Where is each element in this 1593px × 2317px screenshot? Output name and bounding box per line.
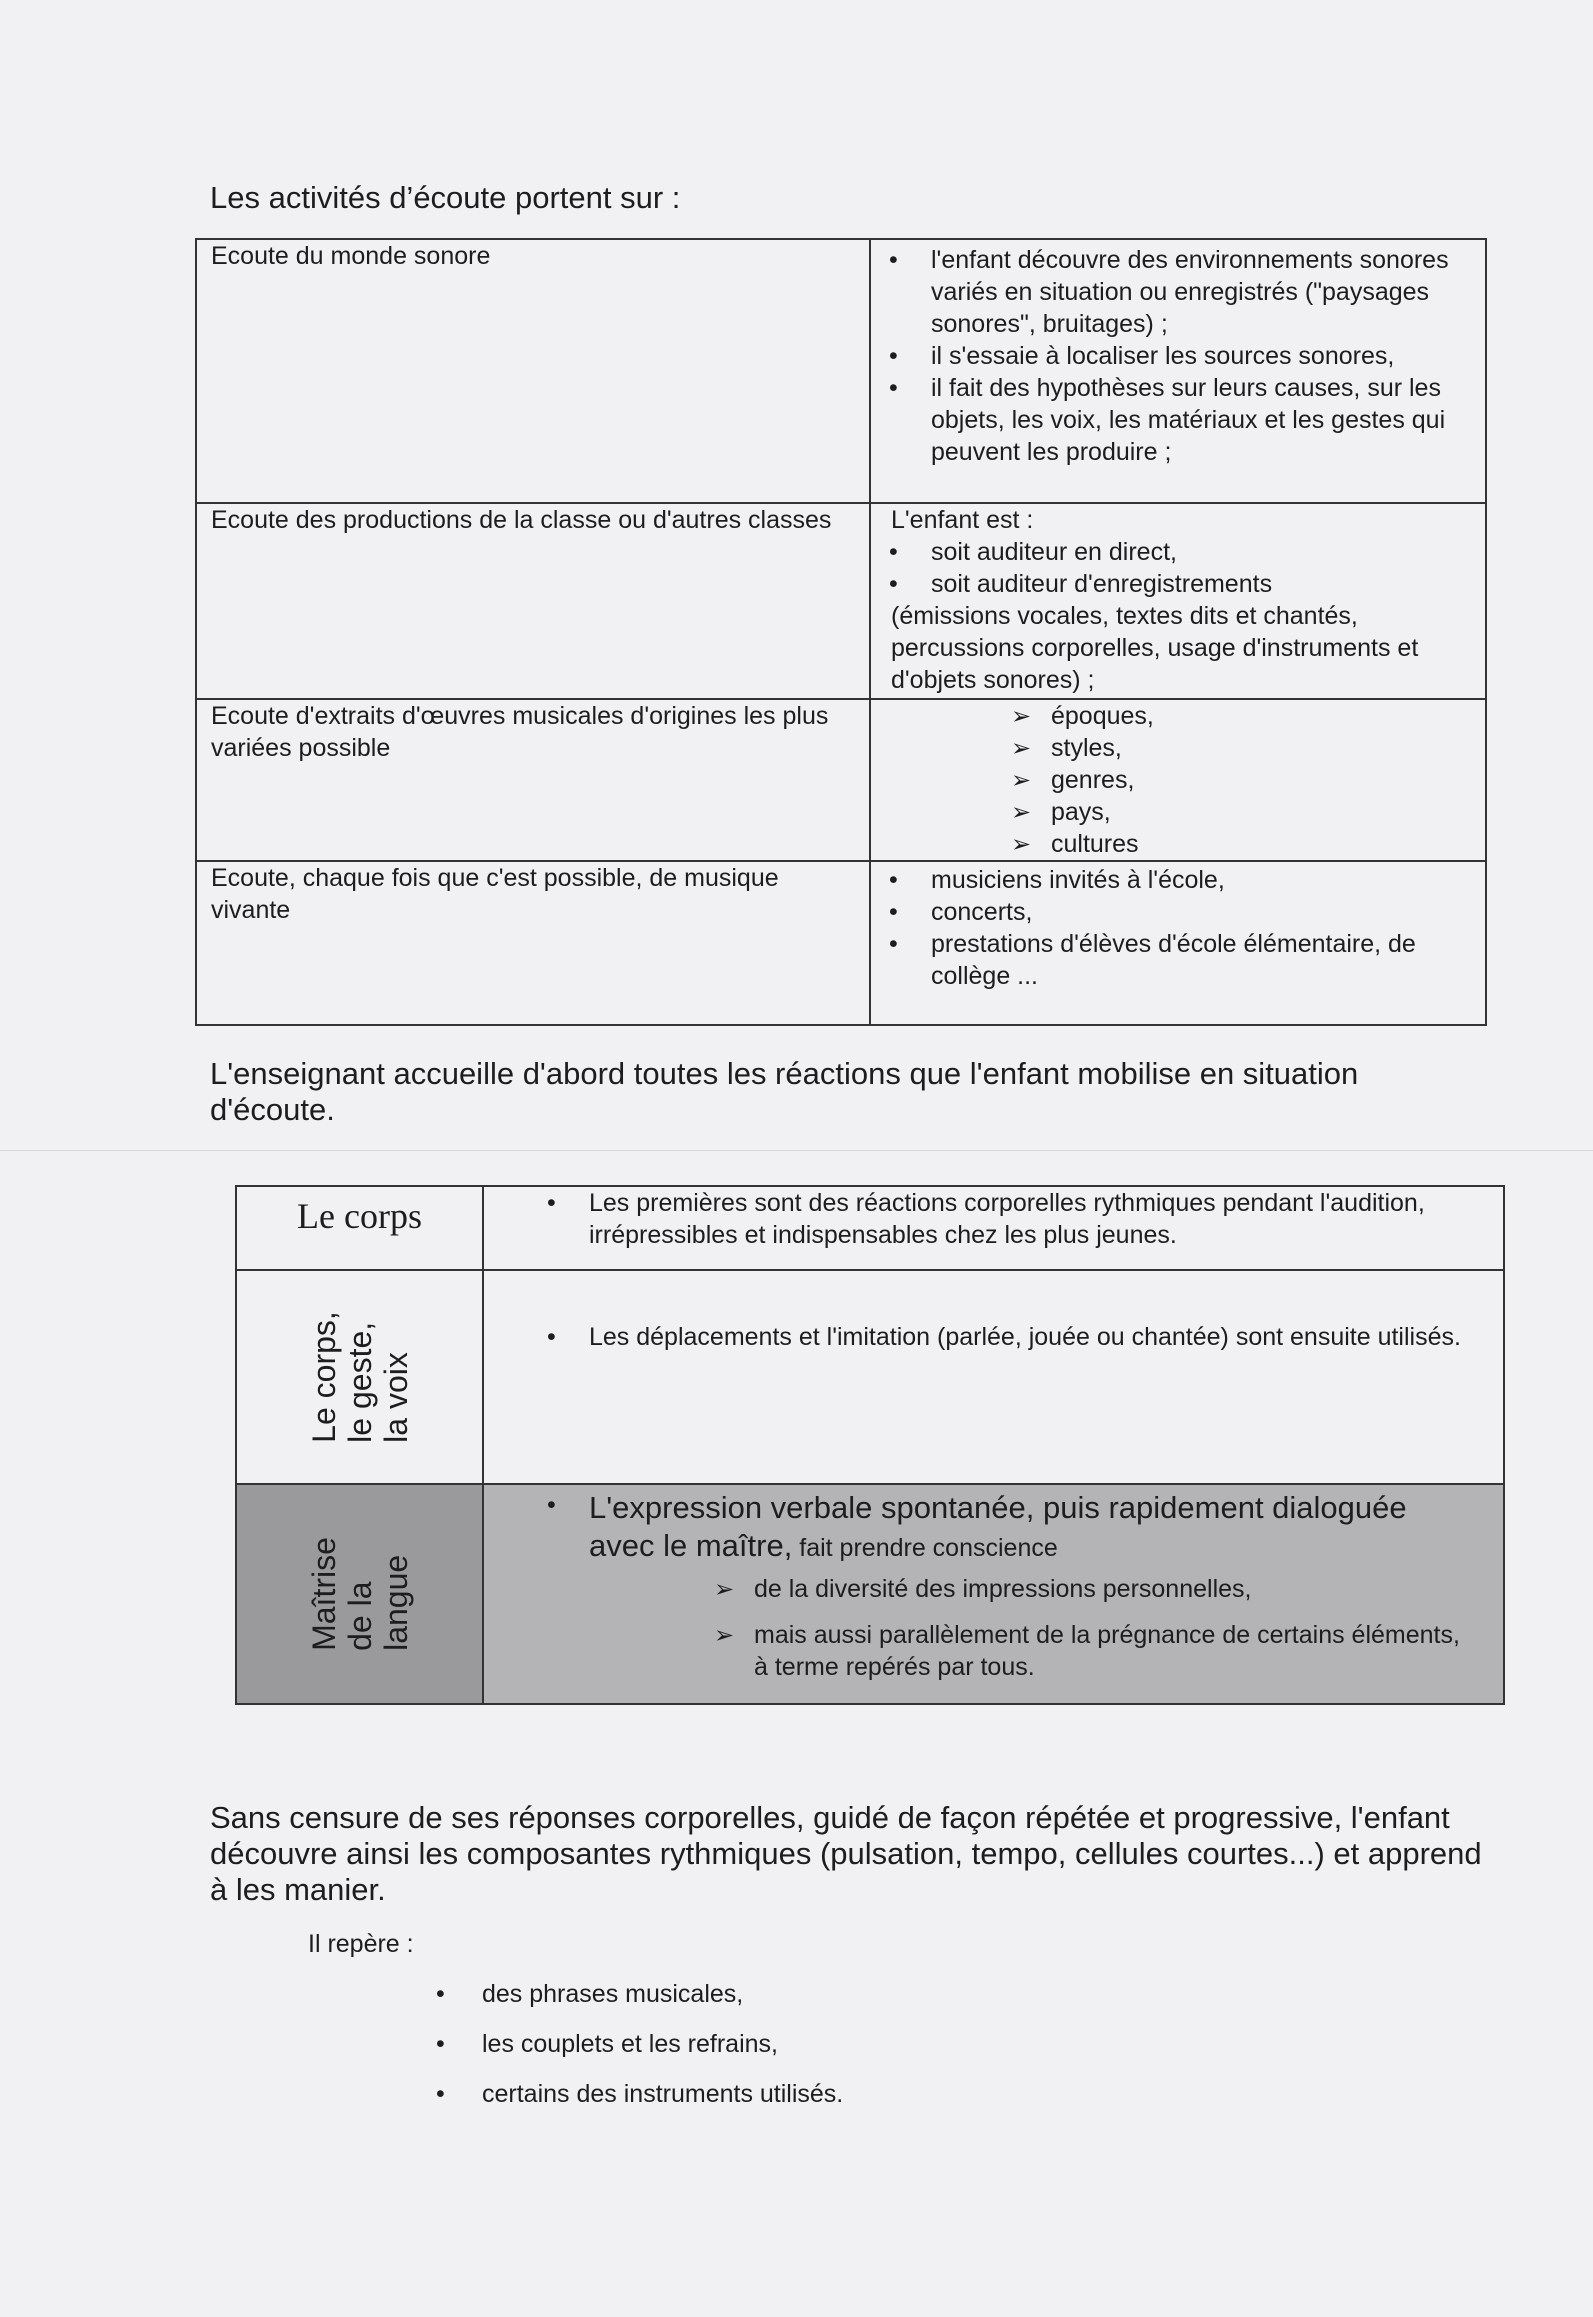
list-item: • les couplets et les refrains, [482, 2030, 843, 2080]
list-item: • Les premières sont des réactions corporelles rythmiques pendant l'audition, irrépressibles et indispensables chez les plus jeunes. [589, 1187, 1463, 1251]
list-item: ➢ époques, [1011, 700, 1471, 732]
list-item: ➢ genres, [1011, 764, 1471, 796]
table-row [236, 1186, 1504, 1270]
row-content [483, 1270, 1504, 1484]
paragraph: L'enseignant accueille d'abord toutes les réactions que l'enfant mobilise en situation d'écoute. [210, 1056, 1359, 1127]
body-text: fait prendre conscience [799, 1534, 1058, 1562]
activity-label: Ecoute du monde sonore [196, 239, 870, 503]
list-item: • l'enfant découvre des environnements sonores variés en situation ou enregistrés ("paysages sonores", bruitages) ; [931, 244, 1471, 340]
activity-details [870, 503, 1486, 699]
reactions-table [235, 1185, 1505, 1705]
activity-label: Ecoute d'extraits d'œuvres musicales d'origines les plus variées possible [196, 699, 870, 861]
list-item: • prestations d'élèves d'école élémentaire, de collège ... [931, 928, 1471, 992]
row-header-line: de la [341, 1581, 378, 1651]
section-heading: Les activités d’écoute portent sur : [210, 180, 681, 215]
intro-text: L'enfant est : [891, 506, 1034, 534]
table-row [236, 1270, 1504, 1484]
list-item: • Les déplacements et l'imitation (parlée, jouée ou chantée) sont ensuite utilisés. [589, 1321, 1463, 1353]
row-header-line: le geste, [341, 1321, 378, 1443]
row-header [236, 1186, 483, 1270]
highlight-text: L'expression verbale spontanée, puis rapidement dialoguée avec le maître, [589, 1490, 1407, 1563]
row-header-line: langue [377, 1554, 414, 1651]
tail-text: (émissions vocales, textes dits et chantés, percussions corporelles, usage d'instruments et d'objets sonores) ; [891, 602, 1419, 694]
list-item: ➢ pays, [1011, 796, 1471, 828]
paragraph: Sans censure de ses réponses corporelles, guidé de façon répétée et progressive, l'enfant découvre ainsi les composantes rythmiques (pulsation, tempo, cellules courtes...) et apprend à les manier. [210, 1800, 1482, 1907]
list-item: ➢ cultures [1011, 828, 1471, 860]
list-item: • des phrases musicales, [482, 1980, 843, 2030]
activity-label: Ecoute des productions de la classe ou d'autres classes [196, 503, 870, 699]
activity-details [870, 239, 1486, 503]
row-content [483, 1484, 1504, 1704]
list-item: • il fait des hypothèses sur leurs causes, sur les objets, les voix, les matériaux et les gestes qui peuvent les produire ; [931, 372, 1471, 468]
table-row [196, 239, 1486, 503]
scan-artifact-line [0, 1150, 1593, 1151]
activity-label: Ecoute, chaque fois que c'est possible, de musique vivante [196, 861, 870, 1025]
list-item: ➢ de la diversité des impressions personnelles, [714, 1573, 1463, 1605]
list-item: • il s'essaie à localiser les sources sonores, [931, 340, 1471, 372]
row-header [236, 1484, 483, 1704]
row-header [236, 1270, 483, 1484]
row-header-line: Maîtrise [305, 1537, 342, 1651]
list-item: • certains des instruments utilisés. [482, 2080, 843, 2130]
list-item: ➢ styles, [1011, 732, 1471, 764]
list-item: • concerts, [931, 896, 1471, 928]
row-header-label: Le corps [297, 1196, 422, 1236]
list-item: • soit auditeur d'enregistrements [931, 568, 1471, 600]
activity-details [870, 699, 1486, 861]
listening-activities-table [195, 238, 1487, 1026]
table-row [196, 503, 1486, 699]
row-header-line: Le corps, [305, 1311, 342, 1443]
list-item: ➢ mais aussi parallèlement de la prégnance de certains éléments, à terme repérés par tous. [714, 1619, 1463, 1683]
list-item: • soit auditeur en direct, [931, 536, 1471, 568]
row-header-line: la voix [377, 1352, 414, 1443]
list-item: • musiciens invités à l'école, [931, 864, 1471, 896]
activity-details [870, 861, 1486, 1025]
bullet-list [482, 1980, 843, 2130]
table-row [236, 1484, 1504, 1704]
list-label: Il repère : [308, 1930, 414, 1958]
table-row [196, 699, 1486, 861]
table-row [196, 861, 1486, 1025]
row-content [483, 1186, 1504, 1270]
